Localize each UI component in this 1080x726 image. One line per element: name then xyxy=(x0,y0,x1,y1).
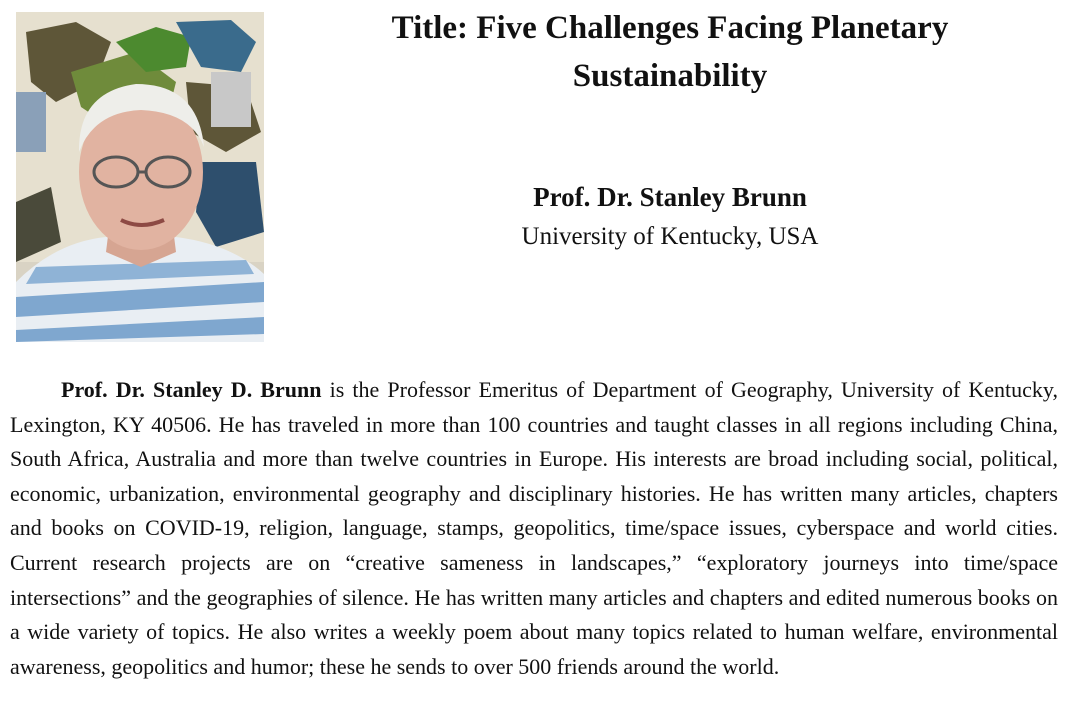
talk-title-line-2: Sustainability xyxy=(572,58,768,94)
portrait-photo-icon xyxy=(16,12,264,342)
speaker-name: Prof. Dr. Stanley Brunn xyxy=(533,182,807,212)
talk-title xyxy=(300,4,1040,100)
speaker-affiliation: University of Kentucky, USA xyxy=(521,223,819,250)
talk-title-line-1: Title: Five Challenges Facing Planetary xyxy=(391,10,949,46)
bio-lead-name: Prof. Dr. Stanley D. Brunn xyxy=(61,377,322,402)
speaker-bio xyxy=(10,373,1058,684)
bio-text: is the Professor Emeritus of Department of Geography, University of Kentucky, Lexington, KY 40506. He has traveled in more than 100 countries and taught classes in all regions including China, South Africa, Australia and more than twelve countries in Europe. His interests are broad including social, political, economic, urbanization, environmental geography and disciplinary histories. He has written many articles, chapters and books on COVID-19, religion, language, stamps, geopolitics, time/space issues, cyberspace and world cities. Current research projects are on “creative sameness in landscapes,” “exploratory journeys into time/space intersections” and the geographies of silence. He has written many articles and chapters and edited numerous books on a wide variety of topics. He also writes a weekly poem about many topics related to human welfare, environmental awareness, geopolitics and humor; these he sends to over 500 friends around the world. xyxy=(10,377,1058,679)
speaker-photo xyxy=(16,12,264,342)
